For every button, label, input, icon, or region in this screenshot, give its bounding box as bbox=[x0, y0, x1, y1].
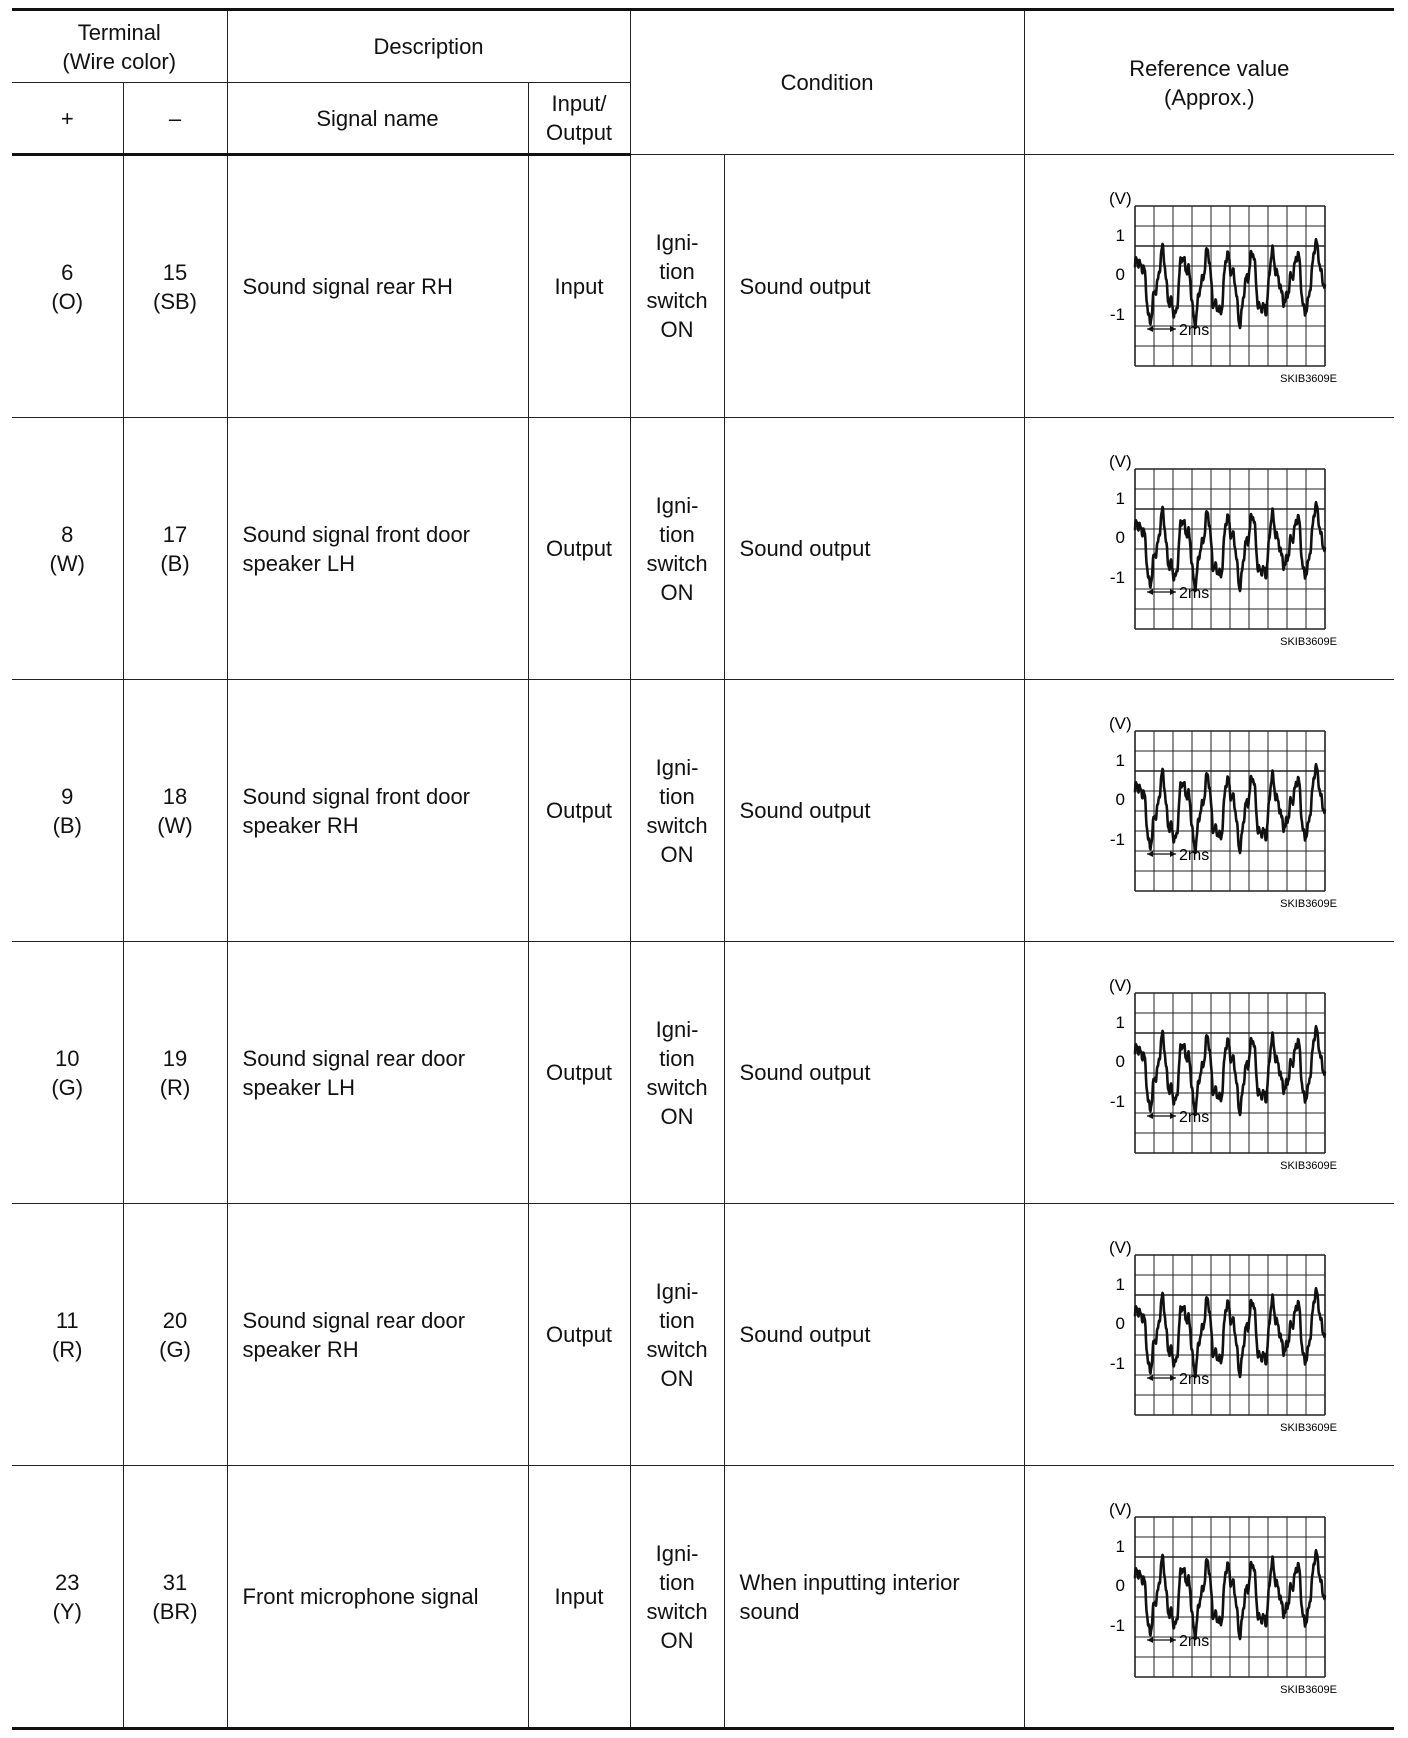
signal-name: Sound signal rear door speaker LH bbox=[227, 942, 528, 1204]
waveform-time-marker bbox=[1147, 1637, 1176, 1643]
waveform-diagram bbox=[1059, 711, 1359, 911]
waveform-y-tick-mid: 0 bbox=[1115, 1313, 1126, 1333]
terminal-minus: 19 (R) bbox=[123, 942, 227, 1204]
condition-detail: Sound output bbox=[724, 418, 1024, 680]
reference-waveform-cell bbox=[1024, 418, 1394, 680]
waveform-y-tick-top: 1 bbox=[1115, 1012, 1126, 1032]
terminal-plus: 8 (W) bbox=[12, 418, 123, 680]
waveform-time-label: 2ms bbox=[1179, 1108, 1210, 1126]
figure-code: SKIB3609E bbox=[1280, 1159, 1338, 1172]
waveform-time-marker bbox=[1147, 1113, 1176, 1119]
waveform-y-tick-mid: 0 bbox=[1115, 1575, 1126, 1595]
waveform-time-marker bbox=[1147, 851, 1176, 857]
condition-ignition: Igni- tion switch ON bbox=[630, 155, 724, 418]
condition-detail: Sound output bbox=[724, 680, 1024, 942]
header-reference-value: Reference value (Approx.) bbox=[1024, 10, 1394, 155]
terminal-reference-table bbox=[12, 8, 1394, 1730]
condition-detail: Sound output bbox=[724, 942, 1024, 1204]
terminal-plus: 9 (B) bbox=[12, 680, 123, 942]
figure-code: SKIB3609E bbox=[1280, 1421, 1338, 1434]
waveform-diagram bbox=[1059, 1235, 1359, 1435]
waveform-unit-label: (V) bbox=[1109, 1237, 1132, 1257]
waveform-y-tick-bottom: -1 bbox=[1110, 305, 1126, 324]
condition-ignition: Igni- tion switch ON bbox=[630, 680, 724, 942]
input-output: Output bbox=[528, 418, 630, 680]
waveform-y-tick-mid: 0 bbox=[1115, 527, 1126, 547]
waveform-grid bbox=[1135, 993, 1325, 1153]
signal-name: Sound signal rear RH bbox=[227, 155, 528, 418]
terminal-minus: 17 (B) bbox=[123, 418, 227, 680]
input-output: Input bbox=[528, 155, 630, 418]
waveform-time-label: 2ms bbox=[1179, 1632, 1210, 1650]
input-output: Output bbox=[528, 942, 630, 1204]
table-row bbox=[12, 1204, 1394, 1466]
waveform-time-marker bbox=[1147, 589, 1176, 595]
terminal-minus: 20 (G) bbox=[123, 1204, 227, 1466]
header-input-output: Input/ Output bbox=[528, 83, 630, 155]
waveform-time-label: 2ms bbox=[1179, 846, 1210, 864]
signal-name: Sound signal rear door speaker RH bbox=[227, 1204, 528, 1466]
reference-waveform-cell bbox=[1024, 680, 1394, 942]
waveform-unit-label: (V) bbox=[1109, 1499, 1132, 1519]
waveform-time-label: 2ms bbox=[1179, 584, 1210, 602]
waveform-y-tick-mid: 0 bbox=[1115, 789, 1126, 809]
header-description: Description bbox=[227, 10, 630, 83]
waveform-y-tick-mid: 0 bbox=[1115, 1051, 1126, 1071]
waveform-unit-label: (V) bbox=[1109, 451, 1132, 471]
terminal-plus: 6 (O) bbox=[12, 155, 123, 418]
terminal-minus: 31 (BR) bbox=[123, 1466, 227, 1729]
waveform-y-tick-top: 1 bbox=[1115, 488, 1126, 508]
figure-code: SKIB3609E bbox=[1280, 373, 1338, 385]
figure-code: SKIB3609E bbox=[1280, 635, 1338, 648]
condition-detail: When inputting interior sound bbox=[724, 1466, 1024, 1729]
terminal-plus: 11 (R) bbox=[12, 1204, 123, 1466]
waveform-time-label: 2ms bbox=[1179, 1370, 1210, 1388]
waveform-time-label: 2ms bbox=[1179, 322, 1210, 339]
header-signal-name: Signal name bbox=[227, 83, 528, 155]
terminal-plus: 23 (Y) bbox=[12, 1466, 123, 1729]
waveform-time-marker bbox=[1147, 326, 1176, 332]
waveform-diagram bbox=[1059, 449, 1359, 649]
waveform-grid bbox=[1135, 1255, 1325, 1415]
waveform-y-tick-mid: 0 bbox=[1115, 265, 1126, 284]
table-row bbox=[12, 942, 1394, 1204]
waveform-y-tick-bottom: -1 bbox=[1110, 829, 1126, 849]
waveform-grid bbox=[1135, 469, 1325, 629]
reference-waveform-cell bbox=[1024, 942, 1394, 1204]
input-output: Output bbox=[528, 1204, 630, 1466]
waveform-y-tick-top: 1 bbox=[1115, 1274, 1126, 1294]
waveform-unit-label: (V) bbox=[1109, 975, 1132, 995]
signal-name: Sound signal front door speaker RH bbox=[227, 680, 528, 942]
waveform-diagram bbox=[1059, 1497, 1359, 1697]
waveform-grid bbox=[1135, 731, 1325, 891]
header-minus: – bbox=[123, 83, 227, 155]
waveform-y-tick-top: 1 bbox=[1115, 1536, 1126, 1556]
waveform-grid bbox=[1135, 206, 1325, 366]
terminal-minus: 15 (SB) bbox=[123, 155, 227, 418]
header-condition: Condition bbox=[630, 10, 1024, 155]
table-row bbox=[12, 1466, 1394, 1729]
condition-ignition: Igni- tion switch ON bbox=[630, 1466, 724, 1729]
condition-detail: Sound output bbox=[724, 1204, 1024, 1466]
reference-waveform-cell bbox=[1024, 1466, 1394, 1729]
terminal-plus: 10 (G) bbox=[12, 942, 123, 1204]
input-output: Output bbox=[528, 680, 630, 942]
table-row bbox=[12, 680, 1394, 942]
condition-detail: Sound output bbox=[724, 155, 1024, 418]
waveform-unit-label: (V) bbox=[1109, 713, 1132, 733]
header-plus: + bbox=[12, 83, 123, 155]
waveform-unit-label: (V) bbox=[1109, 189, 1132, 208]
figure-code: SKIB3609E bbox=[1280, 1683, 1338, 1696]
condition-ignition: Igni- tion switch ON bbox=[630, 418, 724, 680]
waveform-y-tick-top: 1 bbox=[1115, 226, 1126, 245]
table-row bbox=[12, 155, 1394, 418]
waveform-grid bbox=[1135, 1517, 1325, 1677]
signal-name: Sound signal front door speaker LH bbox=[227, 418, 528, 680]
terminal-minus: 18 (W) bbox=[123, 680, 227, 942]
reference-waveform-cell bbox=[1024, 155, 1394, 418]
waveform-y-tick-top: 1 bbox=[1115, 750, 1126, 770]
waveform-y-tick-bottom: -1 bbox=[1110, 567, 1126, 587]
header-terminal: Terminal (Wire color) bbox=[12, 10, 227, 83]
signal-name: Front microphone signal bbox=[227, 1466, 528, 1729]
waveform-y-tick-bottom: -1 bbox=[1110, 1615, 1126, 1635]
condition-ignition: Igni- tion switch ON bbox=[630, 942, 724, 1204]
figure-code: SKIB3609E bbox=[1280, 897, 1338, 910]
input-output: Input bbox=[528, 1466, 630, 1729]
waveform-y-tick-bottom: -1 bbox=[1110, 1091, 1126, 1111]
waveform-diagram bbox=[1059, 973, 1359, 1173]
waveform-diagram bbox=[1059, 186, 1359, 386]
waveform-y-tick-bottom: -1 bbox=[1110, 1353, 1126, 1373]
reference-waveform-cell bbox=[1024, 1204, 1394, 1466]
table-row bbox=[12, 418, 1394, 680]
condition-ignition: Igni- tion switch ON bbox=[630, 1204, 724, 1466]
waveform-time-marker bbox=[1147, 1375, 1176, 1381]
